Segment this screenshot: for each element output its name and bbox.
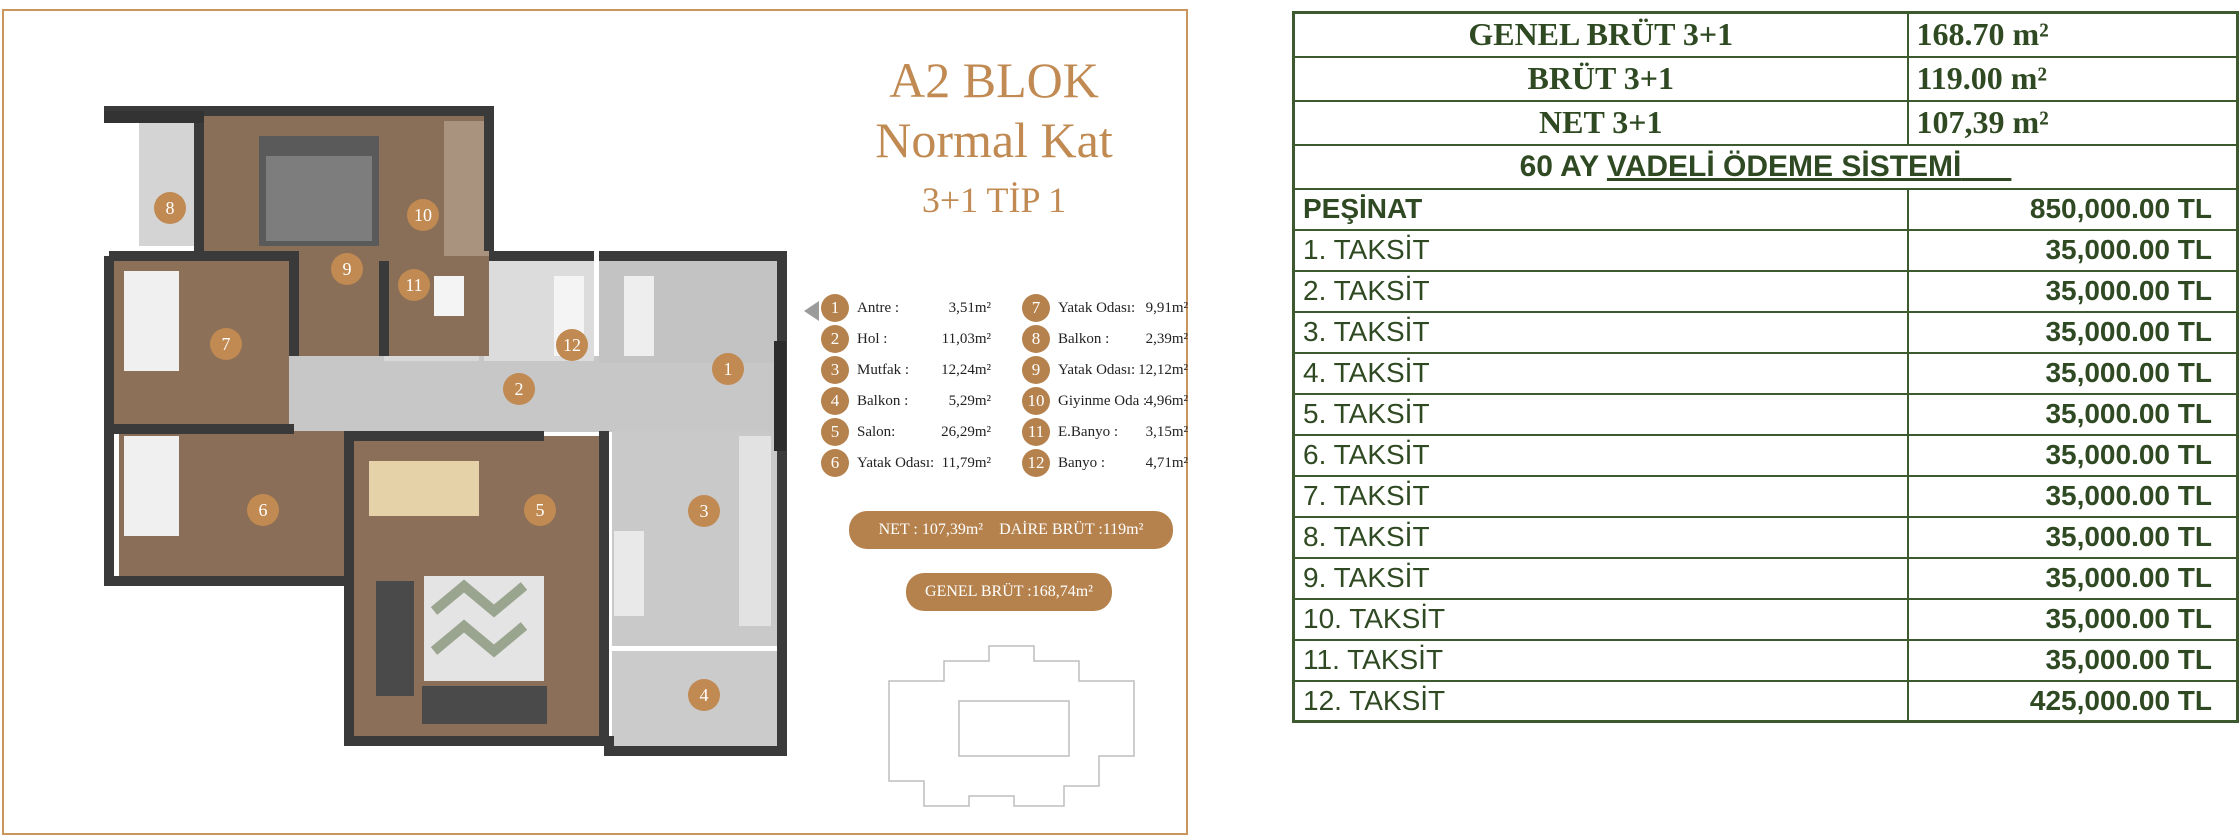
table-row (1294, 230, 2238, 271)
payment-amount: 35,000.00 TL (1908, 312, 2238, 353)
room-legend-item: 1 Antre : 3,51m² (821, 293, 991, 323)
plan-marker-9: 9 (331, 253, 363, 285)
room-legend-item: 10 Giyinme Oda : 4,96m² (1022, 386, 1188, 416)
area-value: 107,39 m² (1908, 101, 2238, 145)
table-row (1294, 599, 2238, 640)
block-title: A2 BLOK (889, 52, 1099, 108)
payment-label: 12. TAKSİT (1294, 681, 1908, 722)
area-label: BRÜT 3+1 (1294, 57, 1908, 101)
payment-label: 10. TAKSİT (1294, 599, 1908, 640)
payment-amount: 35,000.00 TL (1908, 517, 2238, 558)
plan-marker-3: 3 (688, 495, 720, 527)
plan-marker-5: 5 (524, 494, 556, 526)
net-area-pill: NET : 107,39m² DAİRE BRÜT :119m² (849, 511, 1173, 549)
payment-label: 6. TAKSİT (1294, 435, 1908, 476)
plan-marker-8: 8 (154, 192, 186, 224)
table-row (1294, 101, 2238, 145)
table-row (1294, 312, 2238, 353)
payment-amount: 425,000.00 TL (1908, 681, 2238, 722)
table-row (1294, 189, 2238, 230)
plan-marker-12: 12 (556, 329, 588, 361)
room-legend-item: 2 Hol : 11,03m² (821, 324, 991, 354)
area-label: GENEL BRÜT 3+1 (1294, 13, 1908, 57)
plan-marker-1: 1 (712, 353, 744, 385)
table-row (1294, 435, 2238, 476)
payment-amount: 35,000.00 TL (1908, 558, 2238, 599)
payment-amount: 35,000.00 TL (1908, 394, 2238, 435)
gross-area-pill: GENEL BRÜT :168,74m² (906, 573, 1112, 611)
table-row (1294, 271, 2238, 312)
payment-label: 5. TAKSİT (1294, 394, 1908, 435)
payment-amount: 35,000.00 TL (1908, 435, 2238, 476)
table-row (1294, 681, 2238, 722)
payment-amount: 35,000.00 TL (1908, 476, 2238, 517)
payment-amount: 35,000.00 TL (1908, 230, 2238, 271)
payment-amount: 850,000.00 TL (1908, 189, 2238, 230)
table-row (1294, 353, 2238, 394)
payment-label: 11. TAKSİT (1294, 640, 1908, 681)
payment-label: 3. TAKSİT (1294, 312, 1908, 353)
payment-label: 1. TAKSİT (1294, 230, 1908, 271)
payment-label: 8. TAKSİT (1294, 517, 1908, 558)
room-legend-item: 3 Mutfak : 12,24m² (821, 355, 991, 385)
plan-marker-11: 11 (398, 269, 430, 301)
table-row (1294, 476, 2238, 517)
payment-plan-table (1292, 11, 2239, 723)
room-legend-item: 4 Balkon : 5,29m² (821, 386, 991, 416)
payment-plan-title: 60 AY VADELİ ÖDEME SİSTEMİ (1294, 145, 2238, 189)
room-legend-item: 7 Yatak Odası: 9,91m² (1022, 293, 1188, 323)
table-row (1294, 145, 2238, 189)
table-row (1294, 558, 2238, 599)
table-row (1294, 57, 2238, 101)
room-legend-item: 5 Salon: 26,29m² (821, 417, 991, 447)
apartment-type: 3+1 TİP 1 (921, 180, 1067, 220)
floor-plan-panel (2, 9, 1188, 835)
table-row (1294, 640, 2238, 681)
table-row (1294, 13, 2238, 57)
payment-amount: 35,000.00 TL (1908, 599, 2238, 640)
payment-label: 7. TAKSİT (1294, 476, 1908, 517)
payment-label: PEŞİNAT (1294, 189, 1908, 230)
area-value: 168.70 m² (1908, 13, 2238, 57)
payment-amount: 35,000.00 TL (1908, 271, 2238, 312)
floor-title: Normal Kat (875, 112, 1113, 168)
room-legend-item: 11 E.Banyo : 3,15m² (1022, 417, 1188, 447)
plan-marker-2: 2 (503, 373, 535, 405)
payment-label: 4. TAKSİT (1294, 353, 1908, 394)
payment-label: 9. TAKSİT (1294, 558, 1908, 599)
room-legend-item: 8 Balkon : 2,39m² (1022, 324, 1188, 354)
room-legend-item: 12 Banyo : 4,71m² (1022, 448, 1188, 478)
payment-amount: 35,000.00 TL (1908, 640, 2238, 681)
table-row (1294, 394, 2238, 435)
payment-label: 2. TAKSİT (1294, 271, 1908, 312)
plan-marker-7: 7 (210, 328, 242, 360)
plan-marker-4: 4 (688, 679, 720, 711)
room-legend-item: 9 Yatak Odası: 12,12m² (1022, 355, 1188, 385)
area-label: NET 3+1 (1294, 101, 1908, 145)
room-legend-item: 6 Yatak Odası: 11,79m² (821, 448, 991, 478)
plan-marker-10: 10 (407, 199, 439, 231)
table-row (1294, 517, 2238, 558)
payment-amount: 35,000.00 TL (1908, 353, 2238, 394)
area-value: 119.00 m² (1908, 57, 2238, 101)
plan-marker-6: 6 (247, 494, 279, 526)
